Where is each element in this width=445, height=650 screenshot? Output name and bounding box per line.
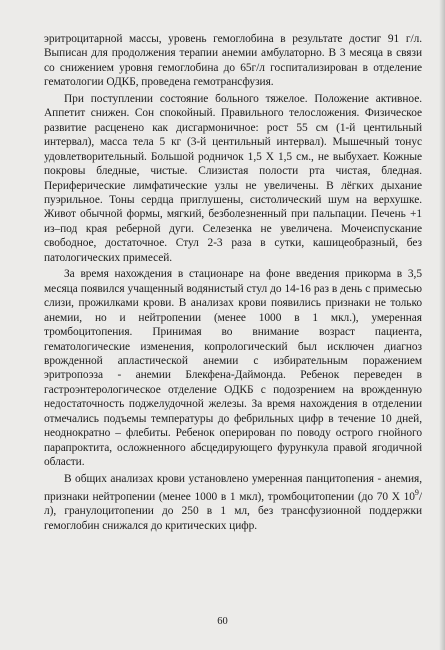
blood-analysis-text-2: /л), гранулоцитопении до 250 в 1 мл, без трансфузионной поддержки гемоглобин снижался до критических цифр. [44, 490, 422, 532]
paragraph-blood-analysis [44, 472, 422, 534]
superscript-exponent: 9 [414, 488, 419, 498]
paragraph-admission-status: При поступлении состояние больного тяжелое. Положение активное. Аппетит снижен. Сон спокойный. Правильного телосложения. Физическое развитие расценено как дисгармоничное: рост 55 см (1-й центильный интервал), масса тела 5 кг (3-й центильный интервал). Мышечный тонус удовлетворительный. Большой родничок 1,5 Х 1,5 см., не выбухает. Кожные покровы бледные, чистые. Слизистая полости рта чистая, бледная. Периферические лимфатические узлы не увеличены. В лёгких дыхание пуэрильное. Тоны сердца приглушены, систолический шум на верхушке. Живот обычной формы, мягкий, безболезненный при пальпации. Печень +1 из–под края реберной дуги. Селезенка не увеличена. Мочеиспускание свободное, достаточное. Стул 2-3 раза в сутки, кашицеобразный, без патологических примесей. [44, 92, 422, 264]
paragraph-continuation: эритроцитарной массы, уровень гемоглобина в результате достиг 91 г/л. Выписан для продолжения терапии анемии амбулаторно. В 3 месяца в связи со снижением уровня гемоглобина до 65г/л госпитализирован в отделение гематологии ОДКБ, проведена гемотрансфузия. [44, 33, 422, 89]
blood-analysis-text-1: В общих анализах крови установлено умеренная панцитопения - анемия, признаки нейтропении (менее 1000 в 1 мкл), тромбоцитопении (до 70 Х 10 [44, 472, 422, 503]
page-edge-shadow [439, 0, 445, 650]
paragraph-hospital-course: За время нахождения в стационаре на фоне введения прикорма в 3,5 месяца появился учащенный водянистый стул до 14-16 раз в день с примесью слизи, прожилками крови. В анализах крови появились признаки не только анемии, но и нейтропении (менее 1000 в 1 мкл.), умеренная тромбоцитопения. Принимая во внимание возраст пациента, гематологические изменения, копрологический был исключен диагноз врожденной апластической анемии с избирательным поражением эритропоэза - анемии Блекфена-Даймонда. Ребенок переведен в гастроэнтерологическое отделение ОДКБ с подозрением на врожденную недостаточность поджелудочной железы. За время нахождения в отделении отмечались подъемы температуры до фебрильных цифр в течение 10 дней, неоднократно – флебиты. Ребенок оперирован по поводу острого гнойного парапроктита, осложненного абсцедирующего фурункула правой ягодичной области. [44, 268, 422, 469]
page-number: 60 [217, 616, 228, 627]
body-text [44, 32, 422, 535]
